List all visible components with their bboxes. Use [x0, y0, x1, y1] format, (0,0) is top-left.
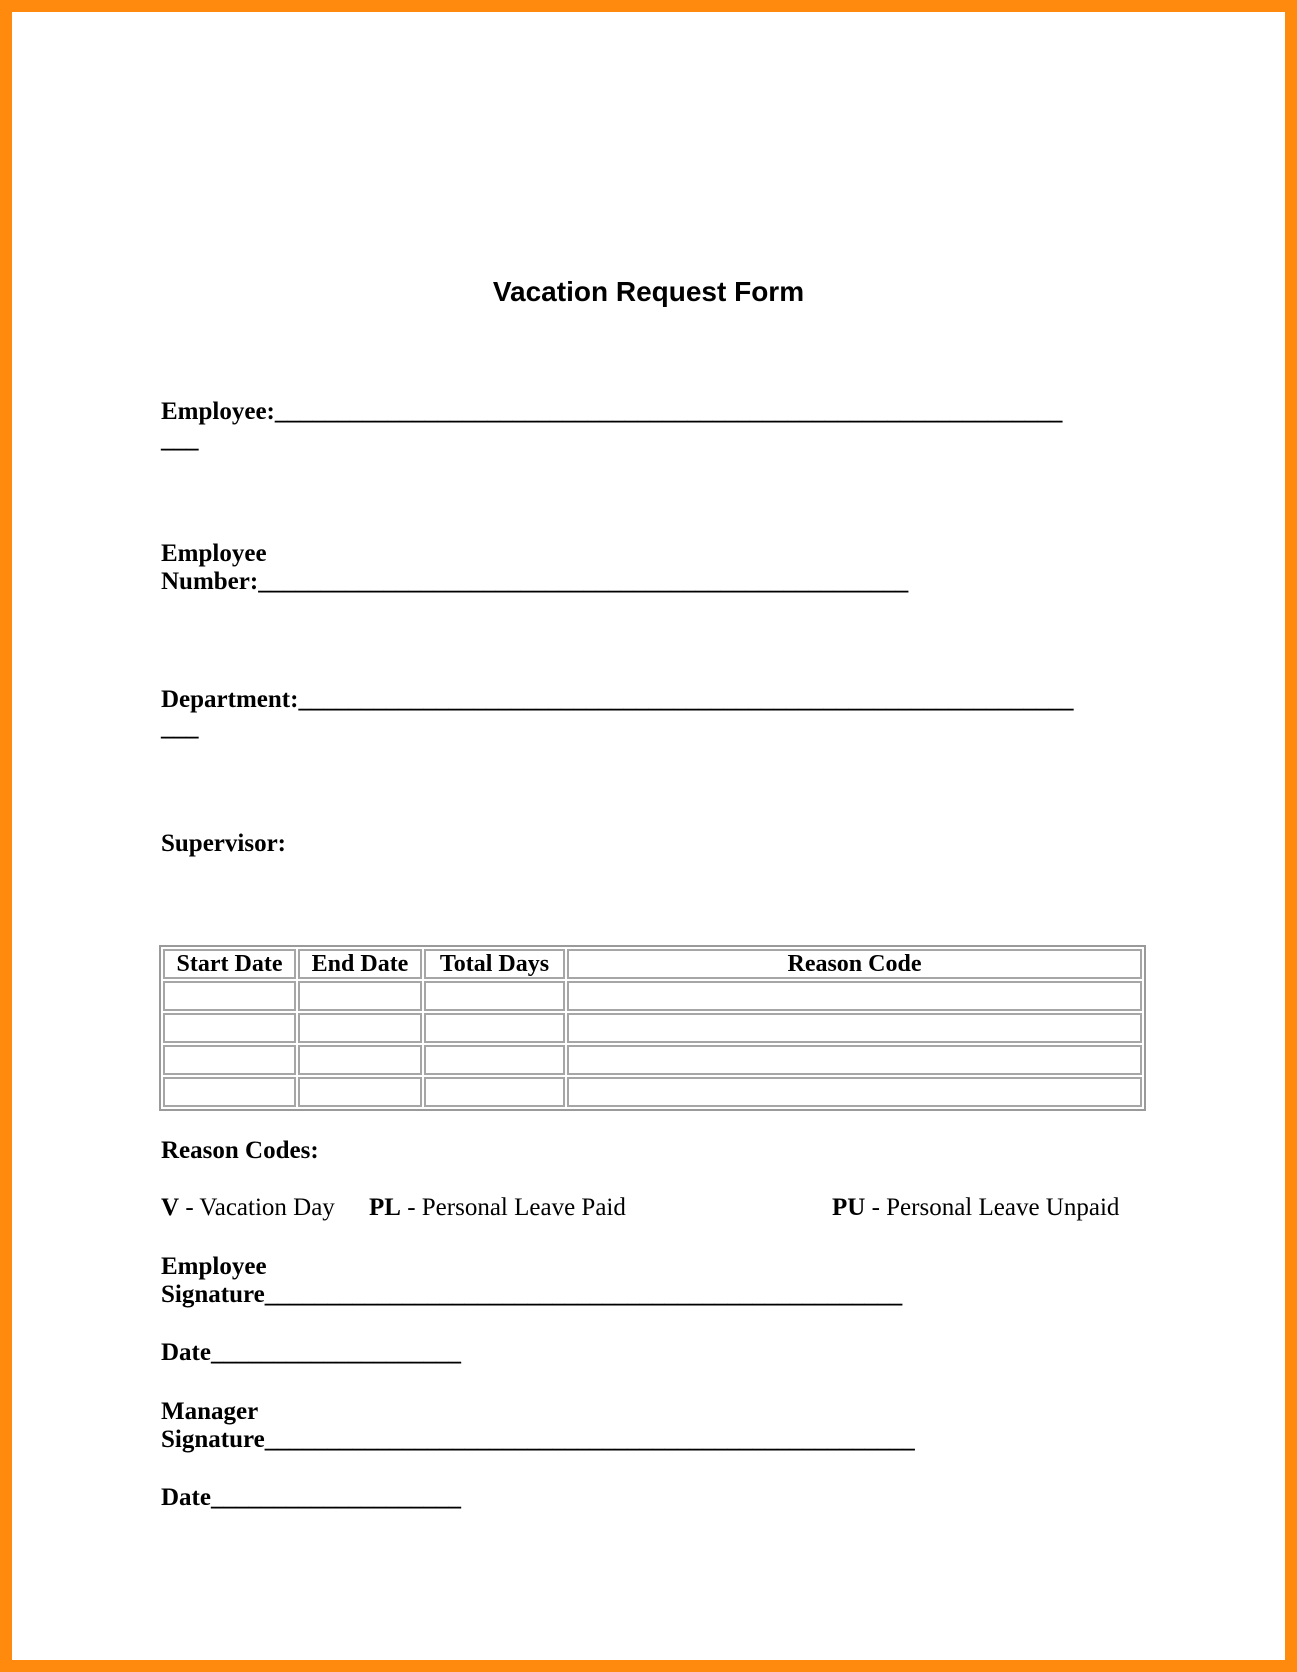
department-label: Department:: [161, 686, 299, 713]
employee-line[interactable]: _______________________________________________________________: [274, 398, 1063, 425]
employee-number-label-top: Employee: [161, 540, 267, 567]
start-date-cell[interactable]: [163, 1045, 296, 1075]
manager-date-line[interactable]: ____________________: [210, 1484, 461, 1511]
total-days-cell[interactable]: [424, 1077, 565, 1107]
end-date-cell[interactable]: [298, 1045, 422, 1075]
employee-signature-field[interactable]: [161, 1281, 902, 1309]
total-days-cell[interactable]: [424, 981, 565, 1011]
reason-code-cell[interactable]: [567, 1045, 1142, 1075]
total-days-cell[interactable]: [424, 1013, 565, 1043]
employee-field-continued[interactable]: [161, 426, 199, 454]
start-date-cell[interactable]: [163, 1013, 296, 1043]
header-reason-code: Reason Code: [567, 949, 1142, 979]
leave-table: [159, 945, 1146, 1111]
header-start-date: Start Date: [163, 949, 296, 979]
supervisor-label: Supervisor:: [161, 830, 286, 857]
manager-signature-label-top: Manager: [161, 1398, 259, 1425]
reason-codes-heading: Reason Codes:: [161, 1137, 319, 1164]
reason-code-v: V: [161, 1194, 180, 1221]
start-date-cell[interactable]: [163, 1077, 296, 1107]
employee-date-field[interactable]: [161, 1339, 461, 1367]
manager-signature-field[interactable]: [161, 1426, 915, 1454]
department-field-continued[interactable]: [161, 714, 199, 742]
reason-code-pl-desc: - Personal Leave Paid: [400, 1194, 626, 1221]
employee-signature-label-top: Employee: [161, 1253, 267, 1280]
manager-signature-label: Signature: [161, 1426, 265, 1453]
header-total-days: Total Days: [424, 949, 565, 979]
department-line-continued[interactable]: ___: [161, 714, 199, 741]
employee-signature-label: Signature: [161, 1281, 265, 1308]
employee-signature-line[interactable]: ___________________________________________________: [264, 1281, 903, 1308]
employee-label: Employee:: [161, 398, 275, 425]
total-days-cell[interactable]: [424, 1045, 565, 1075]
reason-code-pu-desc: - Personal Leave Unpaid: [865, 1194, 1120, 1221]
start-date-cell[interactable]: [163, 981, 296, 1011]
reason-code-cell[interactable]: [567, 1013, 1142, 1043]
employee-date-label: Date: [161, 1339, 211, 1366]
table-row: [163, 1013, 1142, 1043]
employee-number-field[interactable]: [161, 568, 908, 596]
employee-number-label: Number:: [161, 568, 259, 595]
reason-code-vacation: [161, 1194, 335, 1222]
end-date-cell[interactable]: [298, 1077, 422, 1107]
manager-date-field[interactable]: [161, 1484, 461, 1512]
reason-code-pu: PU: [832, 1194, 866, 1221]
reason-code-personal-unpaid: [832, 1194, 1119, 1222]
employee-date-line[interactable]: ____________________: [210, 1339, 461, 1366]
page-title: Vacation Request Form: [492, 276, 805, 307]
reason-code-personal-paid: [369, 1194, 626, 1222]
table-row: [163, 1077, 1142, 1107]
end-date-cell[interactable]: [298, 1013, 422, 1043]
manager-date-label: Date: [161, 1484, 211, 1511]
employee-number-line[interactable]: ____________________________________________________: [258, 568, 909, 595]
reason-code-cell[interactable]: [567, 1077, 1142, 1107]
table-header-row: [163, 949, 1142, 979]
reason-code-v-desc: - Vacation Day: [179, 1194, 335, 1221]
department-field[interactable]: [161, 686, 1073, 714]
reason-code-pl: PL: [369, 1194, 401, 1221]
reason-code-cell[interactable]: [567, 981, 1142, 1011]
employee-line-continued[interactable]: ___: [161, 426, 199, 453]
table-row: [163, 981, 1142, 1011]
end-date-cell[interactable]: [298, 981, 422, 1011]
table-row: [163, 1045, 1142, 1075]
header-end-date: End Date: [298, 949, 422, 979]
manager-signature-line[interactable]: ____________________________________________________: [264, 1426, 915, 1453]
department-line[interactable]: ______________________________________________________________: [298, 686, 1074, 713]
employee-field[interactable]: [161, 398, 1062, 426]
